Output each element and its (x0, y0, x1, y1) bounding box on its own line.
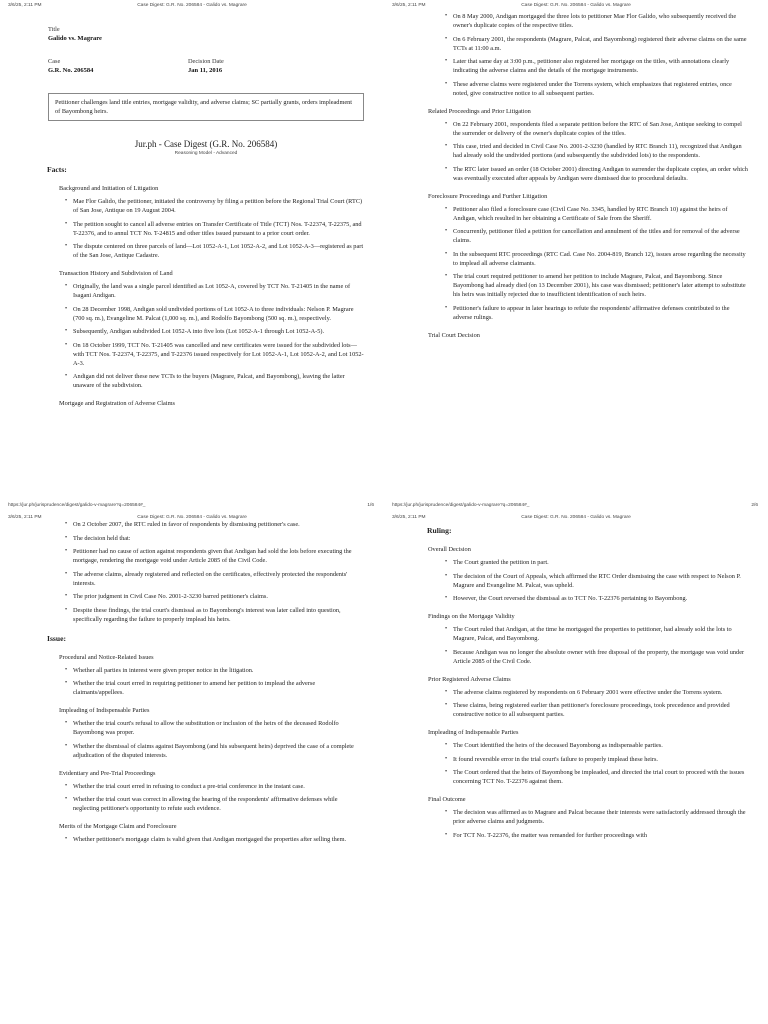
document-page-4 (384, 512, 768, 1024)
issue-heading: Issue: (47, 633, 66, 643)
header-doc-title: Case Digest: G.R. No. 206584 - Galido vs. Magrare (521, 3, 631, 8)
list-item: • Whether all parties in interest were given proper notice in the litigation. (73, 666, 364, 675)
ruling-s3-list (428, 688, 748, 720)
list-item: • Later that same day at 3:00 p.m., petitioner also registered her mortgage on the titles, with annotations clearly indicating the adverse claims and the details of the mortgage instruments. (453, 57, 748, 75)
list-item: • Whether the trial court's refusal to allow the substitution or inclusion of the heirs of the deceased Rodolfo Bayombong was proper. (73, 719, 364, 737)
facts-s6-list (48, 520, 364, 624)
list-item: • The decision held that: (73, 534, 364, 543)
page-content (428, 12, 748, 344)
facts-s4-list (428, 120, 748, 183)
list-item: • Despite these findings, the trial court's dismissal as to Bayombong's interest was later called into question, specifically regarding the failure to properly implead his heirs. (73, 606, 364, 624)
list-item: • It found reversible error in the trial court's failure to properly implead these heirs. (453, 755, 748, 764)
facts-s6-title: Trial Court Decision (428, 331, 480, 339)
list-item: • On 8 May 2000, Andigan mortgaged the three lots to petitioner Mae Flor Galido, who subsequently received the owner's duplicate copies of the respective titles. (453, 12, 748, 30)
list-item: • These adverse claims were registered under the Torrens system, which emphasizes that registered entries, once noted, give constructive notice to all subsequent parties. (453, 80, 748, 98)
list-item: • The adverse claims registered by respondents on 6 February 2001 were effective under the Torrens system. (453, 688, 748, 697)
document-page-1 (0, 0, 384, 512)
footer-url[interactable]: https://jur.ph/jurisprudence/digest/galido-v-magrare?q=206584#_ (392, 503, 530, 508)
page-number: 2/6 (751, 503, 758, 508)
ruling-s2-list (428, 625, 748, 666)
facts-s1-title: Background and Initiation of Litigation (59, 185, 159, 192)
ruling-s1-title: Overall Decision (428, 546, 471, 553)
header-datetime: 3/6/25, 2:11 PM (392, 515, 426, 520)
facts-s2-list (48, 282, 364, 390)
decision-date-value: Jan 11, 2016 (188, 67, 223, 74)
ruling-s4-title: Impleading of Indispensable Parties (428, 729, 519, 736)
header-doc-title: Case Digest: G.R. No. 206584 - Galido vs. Magrare (137, 3, 247, 8)
list-item: • Subsequently, Andigan subdivided Lot 1052-A into five lots (Lot 1052-A-1 through Lot 1052-A-5). (73, 327, 364, 336)
case-label: Case (48, 58, 61, 65)
list-item: • The Court ordered that the heirs of Bayombong be impleaded, and directed the trial court to proceed with the issues concerning TCT No. T-22376 against them. (453, 768, 748, 786)
header-datetime: 3/6/25, 2:11 PM (8, 3, 42, 8)
issue-s2-title: Impleading of Indispensable Parties (59, 707, 150, 714)
list-item: • The petition sought to cancel all adverse entries on Transfer Certificate of Title (TCT) Nos. T-22374, T-22375, and T-22376, and to annul TCT No. T-24815 and other titles issued pursuant to a prior court order. (73, 220, 364, 238)
facts-heading: Facts: (47, 165, 67, 174)
case-value: G.R. No. 206584 (48, 67, 94, 74)
ruling-s2-title: Findings on the Mortgage Validity (428, 613, 515, 620)
decision-date-label: Decision Date (188, 58, 224, 65)
issue-s1-list (48, 666, 364, 698)
page-header (8, 3, 376, 11)
page-footer (8, 503, 376, 511)
list-item: • The dispute centered on three parcels of land—Lot 1052-A-1, Lot 1052-A-2, and Lot 1052-A-3—registered as part of the San Jose, Antique Cadastre. (73, 242, 364, 260)
ruling-s5-list (428, 808, 748, 840)
ruling-s4-list (428, 741, 748, 786)
issue-s3-title: Evidentiary and Pre-Trial Proceedings (59, 769, 156, 777)
facts-s3-title: Mortgage and Registration of Adverse Claims (59, 400, 175, 407)
facts-s4-title: Related Proceedings and Prior Litigation (428, 107, 531, 115)
digest-title: Jur.ph - Case Digest (G.R. No. 206584) (134, 139, 278, 149)
issue-s1-title: Procedural and Notice-Related Issues (59, 653, 154, 661)
issue-s4-list (48, 835, 364, 844)
list-item: • Petitioner also filed a foreclosure case (Civil Case No. 3345, handled by RTC Branch 10) against the heirs of Andigan, which resulted in her obtaining a Certificate of Sale from the Sheriff. (453, 205, 748, 223)
document-page-3 (0, 512, 384, 1024)
facts-s3-list (428, 12, 748, 98)
issue-s2-list (48, 719, 364, 760)
page-content (48, 25, 364, 412)
document-page-2 (384, 0, 768, 512)
list-item: • The prior judgment in Civil Case No. 2001-2-3230 barred petitioner's claims. (73, 592, 364, 601)
list-item: • On 6 February 2001, the respondents (Magrare, Palcat, and Bayombong) registered their adverse claims on the same TCTs at 11:00 a.m. (453, 35, 748, 53)
case-meta-row (48, 57, 364, 87)
header-datetime: 3/6/25, 2:11 PM (8, 515, 42, 520)
list-item: • The decision was affirmed as to Magrare and Palcat because their interests were satisfactorily addressed through the prior adverse claims and judgments. (453, 808, 748, 826)
facts-s5-title: Foreclosure Proceedings and Further Litigation (428, 192, 548, 200)
page-number: 1/6 (367, 503, 374, 508)
title-value: Galido vs. Magrare (48, 35, 102, 42)
ruling-s5-title: Final Outcome (428, 796, 466, 803)
list-item: • Concurrently, petitioner filed a petition for cancellation and annulment of the titles and for removal of the adverse claims. (453, 227, 748, 245)
digest-subtitle: Reasoning Model - Advanced (174, 151, 238, 156)
facts-s5-list (428, 205, 748, 322)
list-item: • The trial court required petitioner to amend her petition to include Magrare, Palcat, and Bayombong. Since Bayombong had already died (on 13 December 2001), his case was dismissed; petitioner's later attempt to substitute his heirs was initially rejected due to insufficient identification of such heirs. (453, 272, 748, 299)
list-item: • The Court identified the heirs of the deceased Bayombong as indispensable parties. (453, 741, 748, 750)
list-item: • The RTC later issued an order (18 October 2001) directing Andigan to surrender the duplicate copies, an order which was eventually executed after appeals by Andigan were dismissed due to procedural defaults. (453, 165, 748, 183)
facts-s2-title: Transaction History and Subdivision of Land (59, 270, 173, 277)
header-doc-title: Case Digest: G.R. No. 206584 - Galido vs. Magrare (137, 515, 247, 520)
ruling-s1-list (428, 558, 748, 603)
page-content (428, 522, 748, 844)
page-header (392, 3, 760, 11)
list-item: • These claims, being registered earlier than petitioner's foreclosure proceedings, took precedence and provided constructive notice to all subsequent parties. (453, 701, 748, 719)
ruling-heading: Ruling: (427, 526, 452, 535)
list-item: • On 28 December 1998, Andigan sold undivided portions of Lot 1052-A to three individuals: Nelson P. Magrare (700 sq. m.), Evangeline M. Palcat (1,000 sq. m.), and Rodolfo Bayombong (500 sq. m.), respectively. (73, 305, 364, 323)
list-item: • The decision of the Court of Appeals, which affirmed the RTC Order dismissing the case with respect to Nelson P. Magrare and Evangeline M. Palcat, was upheld. (453, 572, 748, 590)
list-item: • Whether petitioner's mortgage claim is valid given that Andigan mortgaged the properties after selling them. (73, 835, 364, 844)
header-datetime: 3/6/25, 2:11 PM (392, 3, 426, 8)
list-item: • On 18 October 1999, TCT No. T-21405 was cancelled and new certificates were issued for the subdivided lots—with TCT Nos. T-22374, T-22375, and T-22376 issued respectively for Lot 1052-A-1, Lot 1052-A-2, and Lot 1052-A-3. (73, 341, 364, 368)
list-item: • Whether the trial court erred in requiring petitioner to amend her petition to implead the adverse claimants/appellees. (73, 679, 364, 697)
list-item: • The Court granted the petition in part. (453, 558, 748, 567)
list-item: • Because Andigan was no longer the absolute owner with free disposal of the property, the mortgage was void under Article 2085 of the Civil Code. (453, 648, 748, 666)
list-item: • On 22 February 2001, respondents filed a separate petition before the RTC of San Jose, Antique seeking to compel the surrender or delivery of the owner's duplicate copies of the titles. (453, 120, 748, 138)
list-item: • Petitioner's failure to appear in later hearings to refute the respondents' affirmative defenses contributed to the adverse rulings. (453, 304, 748, 322)
list-item: • Petitioner had no cause of action against respondents given that Andigan had sold the lots before executing the mortgage, rendering the mortgage void under Article 2085 of the Civil Code. (73, 547, 364, 565)
footer-url[interactable]: https://jur.ph/jurisprudence/digest/galido-v-magrare?q=206584#_ (8, 503, 146, 508)
list-item: • This case, tried and decided in Civil Case No. 2001-2-3230 (handled by RTC Branch 11), recognized that Andigan had already sold the undivided portions (and subsequently the subdivided lots) to the respondents. (453, 142, 748, 160)
header-doc-title: Case Digest: G.R. No. 206584 - Galido vs. Magrare (521, 515, 631, 520)
list-item: • Whether the trial court was correct in allowing the hearing of the respondents' affirmative defenses while neglecting petitioner's opportunity to refute such evidence. (73, 795, 364, 813)
issue-s4-title: Merits of the Mortgage Claim and Foreclosure (59, 823, 177, 830)
issue-s3-list (48, 782, 364, 814)
list-item: • Originally, the land was a single parcel identified as Lot 1052-A, covered by TCT No. T-21405 in the name of Isagani Andigan. (73, 282, 364, 300)
list-item: • Whether the trial court erred in refusing to conduct a pre-trial conference in the instant case. (73, 782, 364, 791)
page-content (48, 520, 364, 849)
list-item: • Andigan did not deliver these new TCTs to the buyers (Magrare, Palcat, and Bayombong), leaving the latter unaware of the subdivision. (73, 372, 364, 390)
facts-s1-list (48, 197, 364, 260)
list-item: • The Court ruled that Andigan, at the time he mortgaged the properties to petitioner, had already sold the lots to Magrare, Palcat, and Bayombong. (453, 625, 748, 643)
list-item: • For TCT No. T-22376, the matter was remanded for further proceedings with (453, 831, 748, 840)
ruling-s3-title: Prior Registered Adverse Claims (428, 675, 511, 683)
summary-box: Petitioner challenges land title entries, mortgage validity, and adverse claims; SC partially grants, orders impleadment of Bayombong heirs. (48, 93, 364, 121)
list-item: • Whether the dismissal of claims against Bayombong (and his subsequent heirs) deprived the case of a complete adjudication of the disputed interests. (73, 742, 364, 760)
list-item: • Mae Flor Galido, the petitioner, initiated the controversy by filing a petition before the Regional Trial Court (RTC) of San Jose, Antique on 19 August 2004. (73, 197, 364, 215)
list-item: • In the subsequent RTC proceedings (RTC Cad. Case No. 2004-819, Branch 12), issues arose regarding the necessity to implead all adverse claimants. (453, 250, 748, 268)
list-item: • On 2 October 2007, the RTC ruled in favor of respondents by dismissing petitioner's case. (73, 520, 364, 529)
page-footer (392, 503, 760, 511)
list-item: • The adverse claims, already registered and reflected on the certificates, effectively protected the respondents' interests. (73, 570, 364, 588)
list-item: • However, the Court reversed the dismissal as to TCT No. T-22376 pertaining to Bayombong. (453, 594, 748, 603)
title-label: Title (48, 26, 60, 33)
